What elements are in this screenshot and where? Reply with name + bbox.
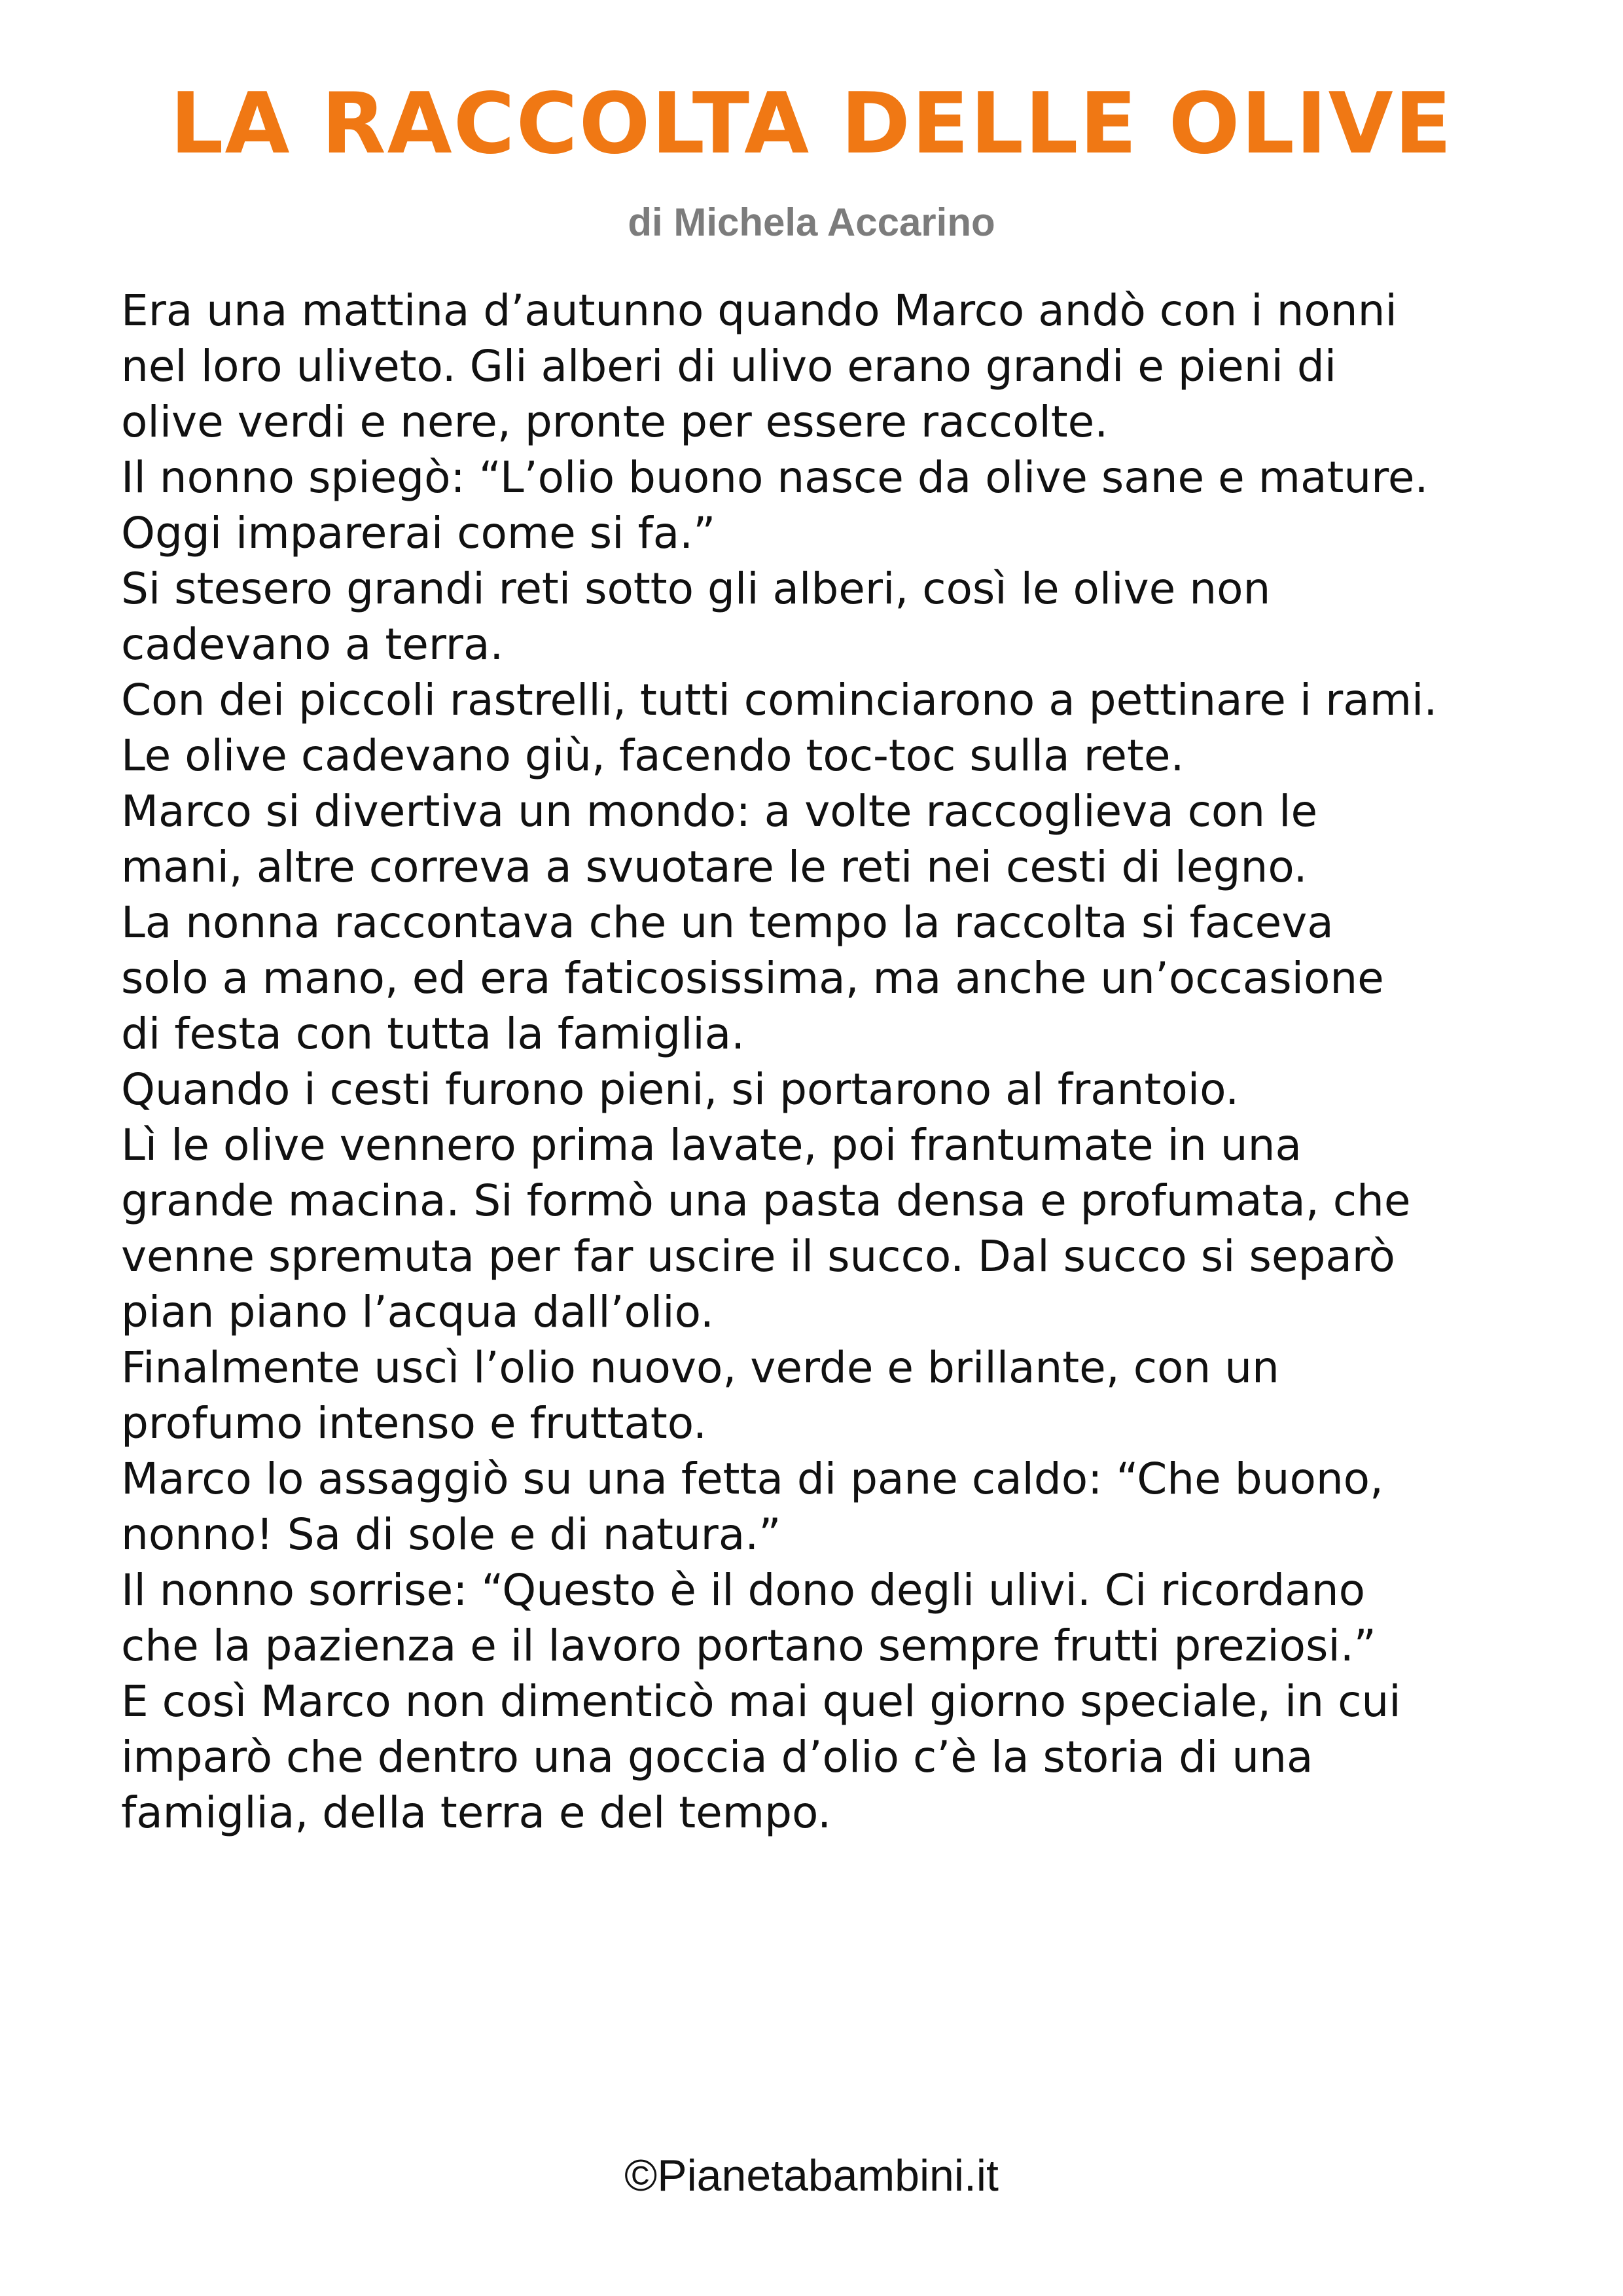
story-line: Le olive cadevano giù, facendo toc-toc sulla rete. [121,730,1185,781]
story-line: La nonna raccontava che un tempo la raccolta si faceva [121,897,1334,948]
story-line: nel loro uliveto. Gli alberi di ulivo erano grandi e pieni di [121,341,1337,391]
story-line: olive verdi e nere, pronte per essere raccolte. [121,397,1109,447]
copyright-footer: ©Pianetabambini.it [624,2151,999,2200]
story-body [121,283,1535,1840]
story-line: famiglia, della terra e del tempo. [121,1787,832,1838]
document-title: LA RACCOLTA DELLE OLIVE [169,75,1454,173]
story-line: di festa con tutta la famiglia. [121,1009,745,1059]
story-line: Con dei piccoli rastrelli, tutti cominciarono a pettinare i rami. [121,675,1438,725]
story-line: imparò che dentro una goccia d’olio c’è la storia di una [121,1732,1313,1782]
story-line: Marco lo assaggiò su una fetta di pane caldo: “Che buono, [121,1454,1384,1504]
story-line: Quando i cesti furono pieni, si portarono al frantoio. [121,1064,1240,1115]
story-line: Si stesero grandi reti sotto gli alberi, così le olive non [121,564,1271,614]
story-line: Marco si divertiva un mondo: a volte raccoglieva con le [121,786,1318,836]
story-line: E così Marco non dimenticò mai quel giorno speciale, in cui [121,1676,1401,1727]
story-line: Lì le olive vennero prima lavate, poi frantumate in una [121,1120,1302,1170]
document-author: di Michela Accarino [628,200,995,244]
story-line: Finalmente uscì l’olio nuovo, verde e brillante, con un [121,1342,1279,1393]
story-line: profumo intenso e fruttato. [121,1398,707,1448]
story-line: grande macina. Si formò una pasta densa e profumata, che [121,1175,1411,1226]
story-line: mani, altre correva a svuotare le reti nei cesti di legno. [121,842,1308,892]
story-line: Oggi imparerai come si fa.” [121,508,716,558]
story-line: Il nonno sorrise: “Questo è il dono degli ulivi. Ci ricordano [121,1565,1365,1615]
story-line: solo a mano, ed era faticosissima, ma anche un’occasione [121,953,1384,1003]
story-line: venne spremuta per far uscire il succo. Dal succo si separò [121,1231,1395,1282]
story-line: pian piano l’acqua dall’olio. [121,1287,714,1337]
story-line: Era una mattina d’autunno quando Marco andò con i nonni [121,285,1397,336]
story-line: che la pazienza e il lavoro portano sempre frutti preziosi.” [121,1621,1376,1671]
story-line: cadevano a terra. [121,619,504,670]
story-line: nonno! Sa di sole e di natura.” [121,1509,781,1560]
story-line: Il nonno spiegò: “L’olio buono nasce da olive sane e mature. [121,452,1429,503]
